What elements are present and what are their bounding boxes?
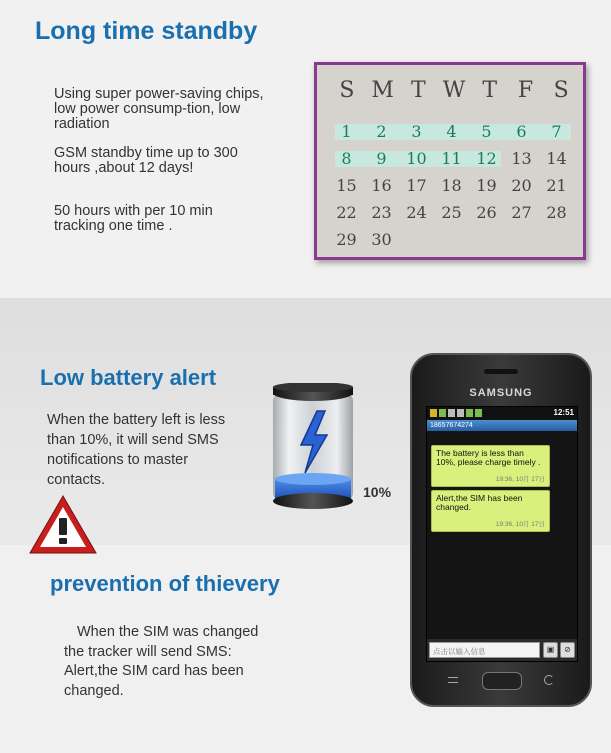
calendar-day: 18 [441,176,462,195]
calendar-day: 14 [546,149,567,168]
calendar-weekdays [329,78,579,103]
standby-text-chips: Using super power-saving chips, low power consump-tion, low radiation [54,86,264,132]
calendar-day: 26 [476,203,497,222]
calendar-week [329,122,579,141]
sms-time: 19:36, 10月 17日 [495,476,545,483]
calendar-week [329,230,579,249]
battery-status-icon [475,409,482,417]
calendar-day: 5 [481,122,492,141]
message-icon [439,409,446,417]
paperclip-icon[interactable]: ⊘ [560,642,575,658]
phone-speaker [484,369,518,374]
sms-time: 19:36, 10月 17日 [495,521,545,528]
calendar-week [329,203,579,222]
back-key-icon[interactable] [544,675,554,685]
calendar-day: 9 [376,149,387,168]
wifi-icon [457,409,464,417]
status-time: 12:51 [553,408,574,417]
battery-alert-text: When the battery left is less than 10%, it will send SMS notifications to master contacts. [47,412,226,488]
status-bar [427,407,577,420]
calendar-week [329,176,579,195]
weekday: S [553,78,569,103]
menu-key-icon[interactable] [448,677,458,683]
weekday: T [410,78,426,103]
calendar-day: 8 [341,149,352,168]
message-input-bar [427,639,577,661]
weekday: M [371,78,394,103]
calendar-day: 25 [441,203,462,222]
standby-title: Long time standby [35,17,258,45]
battery-percent: 10% [363,484,392,500]
sms-text: Alert,the SIM has been changed. [436,493,523,512]
home-button[interactable] [482,672,522,690]
calendar-day: 17 [406,176,427,195]
thievery-line: When the SIM was changed [77,624,259,640]
thievery-line: the tracker will send SMS: [64,643,232,660]
calendar-day: 7 [551,122,562,141]
warning-icon [28,494,98,556]
phone-screen [426,406,578,662]
calendar-day: 12 [476,149,497,168]
calendar-day: 2 [376,122,387,141]
battery-icon [267,383,359,511]
thievery-line: changed. [64,682,124,699]
phone-brand: SAMSUNG [469,387,533,399]
weekday: F [517,78,534,103]
thievery-text [64,623,279,701]
calendar-day: 11 [441,149,462,168]
calendar-day: 3 [411,122,422,141]
calendar-day: 22 [336,203,357,222]
calendar-day: 19 [476,176,497,195]
calendar-day: 6 [516,122,527,141]
thievery-line: Alert,the SIM card has been [64,663,244,679]
calendar [314,62,586,260]
calendar-week [329,149,579,168]
standby-text-tracking: 50 hours with per 10 min tracking one time . [54,203,213,234]
phone-mockup [410,353,592,707]
calendar-day: 16 [371,176,392,195]
sms-text: The battery is less than 10%, please charge timely . [436,448,541,467]
calendar-day: 23 [371,203,392,222]
message-input[interactable]: 点击以输入信息 [429,642,540,658]
attach-icon[interactable]: ▣ [543,642,558,658]
sms-bubble-sim [431,490,550,532]
calendar-day: 10 [406,149,427,168]
calendar-day: 21 [546,176,567,195]
calendar-day: 29 [336,230,357,249]
notification-icon [430,409,437,417]
calendar-day: 15 [336,176,357,195]
calendar-day: 27 [511,203,532,222]
calendar-day: 20 [511,176,532,195]
calendar-day: 28 [546,203,567,222]
calendar-day: 4 [446,122,457,141]
weekday: S [339,78,355,103]
calendar-day: 13 [511,149,532,168]
status-icons [430,409,482,417]
sms-bubble-battery [431,445,550,487]
calendar-day: 24 [406,203,427,222]
calendar-day: 30 [371,230,392,249]
thievery-title: prevention of thievery [50,571,280,596]
standby-text-gsm: GSM standby time up to 300 hours ,about 12 days! [54,145,238,176]
contact-number-bar: 18657674274 [427,420,577,431]
calendar-day: 1 [341,122,352,141]
weekday: T [482,78,498,103]
standby-section [0,0,611,298]
signal-icon [466,409,473,417]
battery-alert-title: Low battery alert [40,365,217,390]
weekday: W [442,78,466,103]
usb-icon [448,409,455,417]
